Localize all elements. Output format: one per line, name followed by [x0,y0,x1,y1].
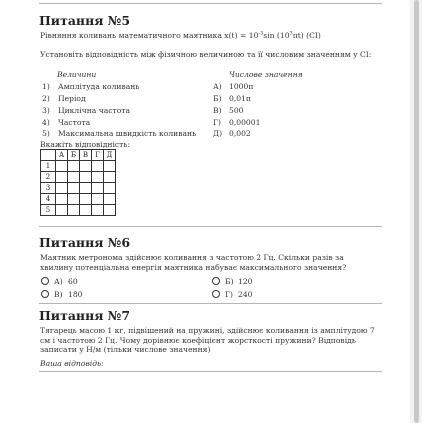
grid-cell[interactable] [68,172,80,183]
grid-cell[interactable] [56,205,68,216]
grid-cell[interactable] [80,161,92,172]
grid-cell[interactable] [104,183,116,194]
option-a-radio[interactable] [41,277,49,285]
grid-cell[interactable] [104,194,116,205]
grid-header: В [80,150,92,161]
grid-row-number: 1 [41,161,56,172]
question-7-title: Питання №7 [39,308,131,323]
grid-cell[interactable] [92,194,104,205]
item-letter: Д) [213,129,223,138]
grid-row [41,205,116,216]
grid-cell[interactable] [92,205,104,216]
item-number: 2) [42,94,50,103]
grid-header: Д [104,150,116,161]
grid-cell[interactable] [80,183,92,194]
option-a-letter: А) [54,277,63,286]
grid-cell[interactable] [56,172,68,183]
item-value: 0,002 [229,129,251,138]
item-number: 1) [42,82,50,91]
divider [39,303,382,304]
question-5-equation: Рівняння коливань математичного маятника $x(t) = 10^{-3}\sin$ $(10^3\pi t)$ (СІ) [40,30,321,40]
grid-header: Г [92,150,104,161]
item-value: 0,01π [229,94,251,103]
grid-cell[interactable] [56,161,68,172]
option-b-value: 120 [238,277,253,286]
divider [39,3,382,4]
grid-header: Б [68,150,80,161]
item-label: Частота [58,118,91,127]
grid-cell[interactable] [104,172,116,183]
grid-row-number: 5 [41,205,56,216]
grid-cell[interactable] [80,194,92,205]
question-6-text: Маятник метронома здійснює коливання з частотою 2 Гц. Скільки разів за хвилину потенціальна енергія маятника набуває максимального значення? [40,253,347,272]
item-value: 1000π [229,82,254,91]
grid-cell[interactable] [92,161,104,172]
grid-row [41,172,116,183]
grid-row-number: 4 [41,194,56,205]
grid-cell[interactable] [80,172,92,183]
grid-row-number: 2 [41,172,56,183]
item-label: Амплітуда коливань [58,82,140,91]
grid-cell[interactable] [68,161,80,172]
scrollbar-thumb[interactable] [414,0,419,423]
grid-cell[interactable] [56,194,68,205]
option-b-radio[interactable] [212,277,220,285]
grid-corner [41,150,56,161]
item-label: Період [58,94,86,103]
grid-row-number: 3 [41,183,56,194]
item-label: Максимальна швидкість коливань [58,129,197,138]
item-number: 3) [42,106,50,115]
question-5-title: Питання №5 [39,13,131,28]
option-d-value: 240 [238,290,253,299]
question-5-instruction: Установіть відповідність між фізичною величиною та її числовим значенням у СІ: [40,50,372,59]
answer-input[interactable] [108,357,382,369]
grid-cell[interactable] [92,172,104,183]
item-value: 0,00001 [229,118,261,127]
grid-cell[interactable] [104,205,116,216]
option-c-letter: В) [54,290,63,299]
grid-header-row [41,150,116,161]
item-number: 5) [42,129,50,138]
answers-label: Вкажіть відповідність: [40,140,131,149]
grid-cell[interactable] [92,183,104,194]
answer-grid [40,149,116,216]
item-letter: Б) [213,94,222,103]
grid-cell[interactable] [104,161,116,172]
item-label: Циклічна частота [58,106,131,115]
item-value: 500 [229,106,244,115]
item-letter: Г) [213,118,221,127]
grid-cell[interactable] [68,205,80,216]
answer-label: Ваша відповідь: [40,359,104,368]
divider [39,371,382,372]
item-letter: А) [213,82,222,91]
option-c-radio[interactable] [41,290,49,298]
option-d-letter: Г) [225,290,233,299]
column-header-values: Числове значення [229,70,303,79]
item-letter: В) [213,106,222,115]
item-number: 4) [42,118,50,127]
grid-row [41,194,116,205]
grid-cell[interactable] [80,205,92,216]
grid-cell[interactable] [56,183,68,194]
option-c-value: 180 [68,290,83,299]
grid-row [41,183,116,194]
question-7-text: Тягарець масою 1 кг, підвішений на пружині, здійснює коливання із амплітудою 7 см і частотою 2 Гц. Чому дорівнює коефіцієнт жорсткості пружини? Відповідь записати у Н/м (тільки числове значення) [40,326,375,355]
grid-cell[interactable] [68,194,80,205]
column-header-quantities: Величини [57,70,97,79]
grid-header: А [56,150,68,161]
divider [39,226,382,227]
grid-cell[interactable] [68,183,80,194]
scrollbar[interactable] [410,0,422,423]
option-d-radio[interactable] [212,290,220,298]
grid-row [41,161,116,172]
option-a-value: 60 [68,277,78,286]
question-6-title: Питання №6 [39,235,131,250]
option-b-letter: Б) [225,277,234,286]
